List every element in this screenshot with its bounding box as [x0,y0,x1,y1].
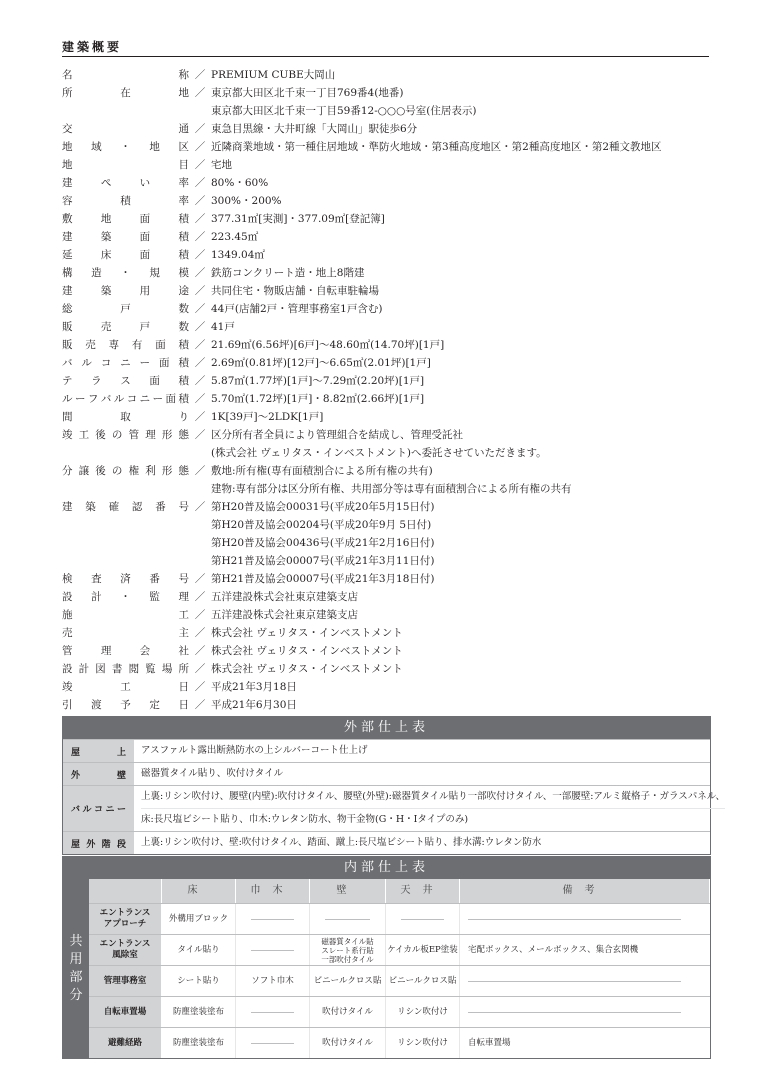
interior-cell: 防塵塗装塗布 [162,997,236,1027]
interior-row-name: 避難経路 [89,1028,162,1058]
overview-values [211,570,722,588]
exterior-values [135,786,731,831]
overview-label: 竣 工 日 [62,681,189,693]
separator-slash: ／ [194,69,206,81]
exterior-row [63,785,725,831]
overview-label: 交 通 [62,123,189,135]
overview-values [211,408,722,426]
overview-label: 建 ぺ い 率 [62,177,189,189]
interior-cell [236,997,310,1027]
exterior-label: 外 壁 [63,763,135,785]
interior-header-cell: 床 [162,879,236,903]
overview-label: 分 譲 後 の 権 利 形 態 [62,465,189,477]
interior-cell: 防塵塗装塗布 [162,1028,236,1058]
empty-dash [468,981,681,982]
overview-row [62,660,722,678]
overview-row [62,156,722,174]
separator-slash: ／ [194,591,206,603]
overview-label: 設 計 ・ 監 理 [62,591,189,603]
exterior-value: 上裏:リシン吹付け、腰壁(内壁):吹付けタイル、腰壁(外壁):磁器質タイル貼り一部吹付けタイル、一部腰壁:アルミ縦格子・ガラスパネル、 [141,791,725,802]
exterior-row [63,831,710,854]
separator-slash: ／ [194,303,206,315]
interior-cell [236,935,310,965]
overview-values [211,66,722,84]
overview-row [62,354,722,372]
overview-row [62,372,722,390]
overview-values [211,300,722,318]
overview-row [62,426,722,462]
overview-row [62,282,722,300]
overview-value: 株式会社 ヴェリタス・インベストメント [211,645,403,657]
overview-value: 第H21普及協会00007号(平成21年3月11日付) [211,555,435,567]
overview-label: 販 売 戸 数 [62,321,189,333]
interior-cell [236,904,310,934]
separator-slash: ／ [194,627,206,639]
overview-values [211,588,722,606]
overview-values [211,678,722,696]
overview-value: 五洋建設株式会社東京建築支店 [211,591,358,603]
overview-values [211,228,722,246]
overview-value: 1349.04㎡ [211,249,265,261]
overview-row [62,570,722,588]
overview-value: 2.69㎡(0.81坪)[12戸]〜6.65㎡(2.01坪)[1戸] [211,357,431,369]
separator-slash: ／ [194,465,206,477]
overview-label: 敷 地 面 積 [62,213,189,225]
interior-row-name: エントランス 風除室 [89,935,162,965]
overview-values [211,336,722,354]
overview-label: 延 床 面 積 [62,249,189,261]
interior-cell: ビニールクロス貼 [310,966,386,996]
interior-finish-table [62,856,711,1059]
overview-value: 平成21年3月18日 [211,681,297,693]
separator-slash: ／ [194,375,206,387]
interior-cell [386,904,460,934]
overview-row [62,678,722,696]
overview-values [211,426,722,462]
separator-slash: ／ [194,159,206,171]
separator-slash: ／ [194,699,206,711]
overview-row [62,318,722,336]
exterior-label: 屋 外 階 段 [63,832,135,854]
overview-label: 引 渡 予 定 日 [62,699,189,711]
overview-value: 株式会社 ヴェリタス・インベストメント [211,663,403,675]
section-divider [62,56,709,57]
section-title: 建築概要 [62,40,123,54]
exterior-value: 磁器質タイル貼り、吹付けタイル [141,768,284,779]
overview-value: 平成21年6月30日 [211,699,297,711]
overview-row [62,462,722,498]
separator-slash: ／ [194,645,206,657]
separator-slash: ／ [194,609,206,621]
exterior-value: 上裏:リシン吹付け、壁:吹付けタイル、踏面、蹴上:長尺塩ビシート貼り、排水溝:ウレタン防水 [141,837,542,848]
interior-cell: タイル貼り [162,935,236,965]
exterior-label: 屋 上 [63,740,135,762]
overview-row [62,228,722,246]
exterior-finish-table [62,716,725,855]
overview-row [62,606,722,624]
overview-value: (株式会社 ヴェリタス・インベストメント)へ委託させていただきます。 [211,447,547,459]
interior-cell [236,1028,310,1058]
empty-dash [468,919,681,920]
interior-cell: 吹付けタイル [310,1028,386,1058]
overview-row [62,624,722,642]
empty-dash [251,1043,295,1044]
overview-label: ル ー フ バ ル コ ニ ー 面 積 [62,393,189,405]
interior-header-cell: 天井 [386,879,460,903]
overview-row [62,138,722,156]
overview-value: 第H20普及協会00031号(平成20年5月15日付) [211,501,435,513]
overview-row [62,390,722,408]
overview-value: 5.87㎡(1.77坪)[1戸]〜7.29㎡(2.20坪)[1戸] [211,375,425,387]
separator-slash: ／ [194,231,206,243]
overview-label: 売 主 [62,627,189,639]
overview-label: 地 域 ・ 地 区 [62,141,189,153]
separator-slash: ／ [194,321,206,333]
overview-values [211,84,722,120]
overview-value: 東京都大田区北千束一丁目59番12-○○○号室(住居表示) [211,105,477,117]
overview-value: 東急目黒線・大井町線「大岡山」駅徒歩6分 [211,123,418,135]
separator-slash: ／ [194,213,206,225]
empty-dash [468,1012,681,1013]
overview-value: 敷地:所有権(専有面積割合による所有権の共有) [211,465,433,477]
separator-slash: ／ [194,285,206,297]
overview-values [211,120,722,138]
separator-slash: ／ [194,87,206,99]
overview-value: 41戸 [211,321,235,333]
overview-row [62,210,722,228]
overview-label: テ ラ ス 面 積 [62,375,189,387]
exterior-label: バ ル コ ニ ー [63,786,135,831]
separator-slash: ／ [194,663,206,675]
overview-label: バ ル コ ニ ー 面 積 [62,357,189,369]
overview-values [211,606,722,624]
separator-slash: ／ [194,357,206,369]
interior-cell: ケイカル板EP塗装 [386,935,460,965]
interior-row [89,1027,710,1058]
overview-values [211,246,722,264]
overview-values [211,210,722,228]
separator-slash: ／ [194,195,206,207]
overview-row [62,696,722,714]
exterior-value: アスファルト露出断熱防水の上シルバーコート仕上げ [141,745,368,756]
exterior-values [135,832,710,854]
overview-values [211,282,722,300]
exterior-row [63,739,710,762]
overview-row [62,84,722,120]
overview-row [62,174,722,192]
overview-label: 検 査 済 番 号 [62,573,189,585]
overview-value: 共同住宅・物販店舗・自転車駐輪場 [211,285,379,297]
overview-label: 建 築 用 途 [62,285,189,297]
overview-row [62,120,722,138]
interior-cell: 宅配ボックス、メールボックス、集合玄関機 [468,945,639,955]
overview-row [62,192,722,210]
interior-cell: リシン吹付け [386,1028,460,1058]
exterior-value: 床:長尺塩ビシート貼り、巾木:ウレタン防水、物干金物(G・H・Iタイプのみ) [141,808,725,831]
overview-label: 所 在 地 [62,87,189,99]
separator-slash: ／ [194,681,206,693]
overview-value: 東京都大田区北千束一丁目769番4(地番) [211,87,404,99]
interior-cell: 吹付けタイル [310,997,386,1027]
overview-value: 第H20普及協会00204号(平成20年9月 5日付) [211,519,432,531]
overview-value: 80%・60% [211,177,269,189]
overview-row [62,264,722,282]
interior-row-name: 自転車置場 [89,997,162,1027]
overview-row [62,336,722,354]
interior-row [89,965,710,996]
overview-row [62,498,722,570]
overview-value: 300%・200% [211,195,282,207]
interior-cell [460,966,710,996]
interior-cell: リシン吹付け [386,997,460,1027]
overview-values [211,498,722,570]
overview-value: 223.45㎡ [211,231,259,243]
interior-cell [460,904,710,934]
interior-row-name: 管理事務室 [89,966,162,996]
interior-header-cell: 壁 [310,879,386,903]
overview-row [62,408,722,426]
overview-value: 第H21普及協会00007号(平成21年3月18日付) [211,573,435,585]
overview-row [62,246,722,264]
overview-values [211,660,722,678]
overview-values [211,354,722,372]
separator-slash: ／ [194,177,206,189]
interior-cell: シート貼り [162,966,236,996]
overview-value: 21.69㎡(6.56坪)[6戸]〜48.60㎡(14.70坪)[1戸] [211,339,445,351]
empty-dash [251,919,295,920]
separator-slash: ／ [194,123,206,135]
empty-dash [401,919,445,920]
overview-value: 宅地 [211,159,232,171]
separator-slash: ／ [194,429,206,441]
overview-label: 名 称 [62,69,189,81]
overview-values [211,390,722,408]
separator-slash: ／ [194,393,206,405]
empty-dash [251,950,295,951]
overview-value: PREMIUM CUBE大岡山 [211,69,336,81]
interior-header-cell: 備考 [460,879,710,903]
overview-values [211,624,722,642]
interior-header-cell [89,879,162,903]
overview-value: 鉄筋コンクリート造・地上8階建 [211,267,365,279]
overview-row [62,588,722,606]
overview-label: 竣 工 後 の 管 理 形 態 [62,429,189,441]
overview-values [211,264,722,282]
overview-values [211,138,722,156]
overview-values [211,372,722,390]
interior-cell: ソフト巾木 [236,966,310,996]
overview-label: 構 造 ・ 規 模 [62,267,189,279]
overview-row [62,642,722,660]
overview-value: 1K[39戸]〜2LDK[1戸] [211,411,324,423]
overview-values [211,696,722,714]
separator-slash: ／ [194,249,206,261]
overview-values [211,318,722,336]
overview-value: 区分所有者全員により管理組合を結成し、管理受託社 [211,429,463,441]
interior-row-name: エントランス アプローチ [89,904,162,934]
separator-slash: ／ [194,141,206,153]
interior-cell [310,904,386,934]
overview-label: 建 築 面 積 [62,231,189,243]
overview-value: 第H20普及協会00436号(平成21年2月16日付) [211,537,435,549]
overview-row [62,300,722,318]
overview-value: 44戸(店舗2戸・管理事務室1戸含む) [211,303,383,315]
interior-cell: 自転車置場 [468,1038,511,1048]
separator-slash: ／ [194,339,206,351]
separator-slash: ／ [194,573,206,585]
overview-label: 地 目 [62,159,189,171]
common-area-side-label: 共 用 部 分 [63,879,89,1058]
overview-label: 設 計 図 書 閲 覧 場 所 [62,663,189,675]
overview-label: 総 戸 数 [62,303,189,315]
exterior-table-title: 外部仕上表 [63,717,710,739]
empty-dash [251,1012,295,1013]
overview-value: 株式会社 ヴェリタス・インベストメント [211,627,403,639]
interior-table-title: 内部仕上表 [63,857,710,879]
separator-slash: ／ [194,501,206,513]
overview-label: 建 築 確 認 番 号 [62,501,189,513]
overview-values [211,462,722,498]
interior-cell: 磁器質タイル貼 スレート系行貼 一部吹付タイル [310,935,386,965]
overview-value: 377.31㎡[実測]・377.09㎡[登記簿] [211,213,385,225]
overview-label: 販 売 専 有 面 積 [62,339,189,351]
interior-cell [460,997,710,1027]
overview-values [211,642,722,660]
overview-value: 5.70㎡(1.72坪)[1戸]・8.82㎡(2.66坪)[1戸] [211,393,425,405]
interior-header-row [89,879,710,903]
interior-row [89,934,710,965]
overview-value: 五洋建設株式会社東京建築支店 [211,609,358,621]
overview-values [211,192,722,210]
interior-cell: ビニールクロス貼 [386,966,460,996]
separator-slash: ／ [194,411,206,423]
overview-values [211,156,722,174]
building-overview-list [62,66,722,714]
interior-row [89,996,710,1027]
exterior-row [63,762,710,785]
interior-cell: 外構用ブロック [162,904,236,934]
overview-row [62,66,722,84]
overview-label: 容 積 率 [62,195,189,207]
exterior-values [135,740,710,762]
overview-label: 管 理 会 社 [62,645,189,657]
interior-row [89,903,710,934]
overview-label: 施 工 [62,609,189,621]
interior-header-cell: 巾木 [236,879,310,903]
overview-value: 建物:専有部分は区分所有権、共用部分等は専有面積割合による所有権の共有 [211,483,572,495]
separator-slash: ／ [194,267,206,279]
empty-dash [325,919,370,920]
overview-value: 近隣商業地域・第一種住居地域・準防火地域・第3種高度地区・第2種高度地区・第2種文教地区 [211,141,662,153]
exterior-values [135,763,710,785]
overview-label: 間 取 り [62,411,189,423]
overview-values [211,174,722,192]
